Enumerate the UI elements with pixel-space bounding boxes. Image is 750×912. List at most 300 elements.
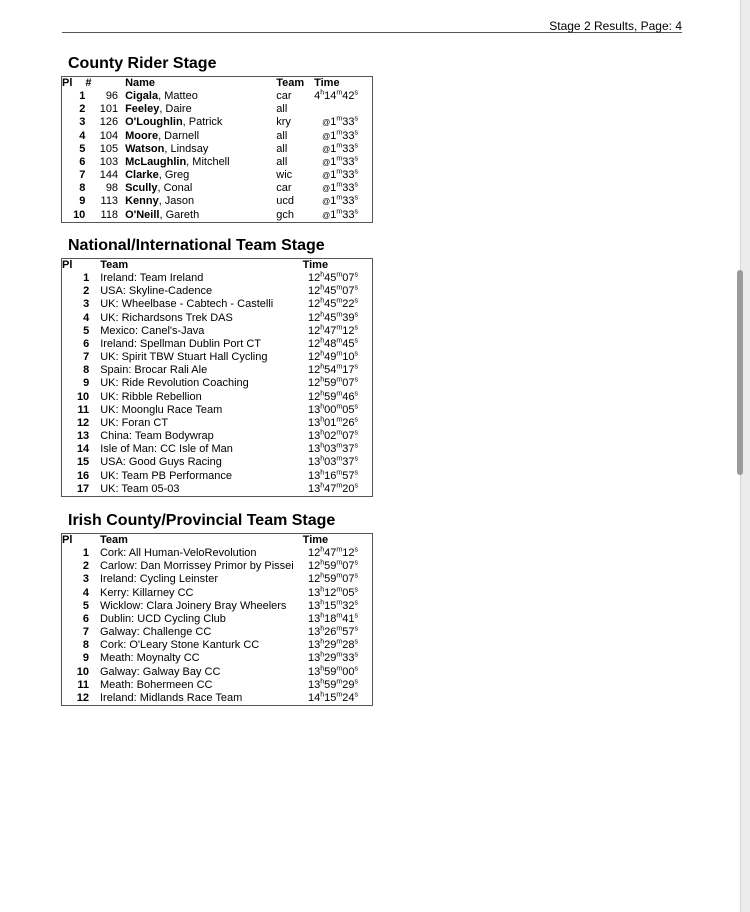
team-name: Ireland: Cycling Leinster [99,573,218,586]
rider-team: wic [276,169,293,182]
time-value [303,377,373,390]
time-value [303,456,373,469]
time-value [314,103,372,116]
time-seconds: 10 [342,351,355,364]
time-seconds: 26 [342,416,355,429]
rider-surname: O'Neill [125,208,160,221]
time-unit: m [336,429,343,437]
time-value [303,364,373,377]
rider-team: gch [276,208,295,221]
time-hours: 13 [308,599,321,612]
rider-name [118,182,276,195]
col-time: Time [314,77,340,89]
bib-number: 118 [100,208,119,221]
table-row [62,209,373,223]
time-minutes: 29 [324,652,337,665]
table-row [62,547,373,560]
national-team-stage-table [61,258,373,497]
time-value [303,470,373,483]
col-team: Team [99,534,128,546]
place: 6 [83,337,90,350]
place: 3 [82,573,89,586]
time-unit: m [336,572,343,580]
time-minutes: 03 [324,456,337,469]
bib-number: 96 [105,90,119,103]
time-value [303,298,373,311]
rider-firstname: , Darnell [158,129,200,142]
time-part: 33 [342,195,355,208]
time-unit: m [336,194,343,202]
time-unit: s [354,442,358,450]
time-unit: h [320,337,325,345]
time-unit: m [336,337,343,345]
time-minutes: 15 [324,599,337,612]
col-pl: Pl [62,534,73,546]
table-row [62,692,373,706]
time-value [314,130,372,143]
time-unit: h [320,664,325,672]
time-unit: h [320,271,325,279]
time-value [303,417,373,430]
time-minutes: 59 [324,573,337,586]
time-unit: s [354,612,358,620]
team-name: Cork: All Human-VeloRevolution [99,547,257,560]
time-minutes: 00 [324,403,337,416]
time-unit: h [320,284,325,292]
team-name: China: Team Bodywrap [100,430,214,443]
time-unit: h [320,376,325,384]
rider-firstname: , Patrick [182,116,223,129]
time-seconds: 37 [342,456,355,469]
rider-surname: Cigala [125,90,159,103]
place: 8 [83,364,90,377]
time-part: 33 [342,116,355,129]
time-seconds: 41 [342,612,355,625]
time-value [303,573,373,586]
rider-name [118,103,276,116]
rider-name [118,156,276,169]
time-unit: m [336,128,343,136]
time-seconds: 07 [342,377,355,390]
team-name: Meath: Moynalty CC [99,652,200,665]
time-unit: m [336,482,343,489]
time-unit: h [320,599,325,607]
time-unit: s [354,350,358,358]
table-row [62,182,373,195]
time-part: 33 [342,182,355,195]
team-name: USA: Skyline-Cadence [100,285,213,298]
time-seconds: 24 [342,691,355,704]
table-row [62,312,373,325]
page-label: Stage 2 Results, Page: 4 [549,19,682,33]
time-hours: 13 [308,652,321,665]
time-value [314,90,372,103]
page-header [62,18,682,33]
time-minutes: 59 [324,665,337,678]
time-seconds: 07 [342,272,355,285]
table-row [62,483,373,497]
time-part: 33 [342,155,355,168]
time-unit: m [336,389,343,397]
time-unit: h [320,324,325,332]
place: 6 [82,612,89,625]
time-unit: h [320,691,325,699]
time-seconds: 37 [342,443,355,456]
time-value [303,430,373,443]
rider-surname: Scully [125,182,158,195]
time-seconds: 12 [342,324,355,337]
time-unit: s [354,678,358,686]
col-num: # [85,77,92,89]
time-value [303,560,373,573]
bib-number: 104 [99,129,119,142]
time-unit: m [336,599,343,607]
time-unit: h [320,559,325,567]
time-seconds: 00 [342,665,355,678]
time-hours: 13 [308,456,321,469]
place: 9 [79,195,86,208]
time-value [314,143,372,156]
place: 3 [83,298,90,311]
table-row [62,600,373,613]
time-hours: 12 [308,573,321,586]
time-minutes: 45 [324,285,337,298]
time-hours: 13 [308,639,321,652]
time-part: 1 [330,116,337,129]
team-name: Wicklow: Clara Joinery Bray Wheelers [99,599,287,612]
place: 7 [82,626,89,639]
time-unit: m [336,691,343,699]
table-row [62,195,373,208]
time-part: 1 [330,195,337,208]
table-row [62,443,373,456]
time-unit: s [354,155,358,163]
team-name: Isle of Man: CC Isle of Man [100,443,233,456]
time-unit: m [336,297,343,305]
team-name: Ireland: Spellman Dublin Port CT [100,337,261,350]
time-value [303,679,373,692]
rider-name [118,195,276,208]
place: 11 [77,403,90,416]
place: 1 [79,90,86,103]
team-name: UK: Team 05-03 [100,482,180,495]
time-unit: s [354,468,358,476]
place: 12 [76,416,90,429]
bib-number: 144 [99,169,119,182]
table-row [62,560,373,573]
time-unit: s [354,115,358,123]
rider-team: kry [276,116,291,129]
time-part: 33 [342,142,355,155]
time-unit: h [320,350,325,358]
time-part: 33 [342,208,355,221]
place: 4 [79,129,86,142]
time-unit: h [320,455,325,463]
time-unit: m [336,455,343,463]
table-row [62,430,373,443]
time-part: 1 [330,155,337,168]
rider-name [118,90,276,103]
place: 6 [79,155,86,168]
rider-surname: O'Loughlin [125,116,183,129]
time-value [303,600,373,613]
place: 5 [83,324,90,337]
place: 4 [83,311,90,324]
place: 7 [83,351,90,364]
table-row [62,143,373,156]
time-value [303,338,373,351]
place: 2 [82,560,89,573]
time-hours: 13 [308,586,321,599]
time-value [303,351,373,364]
time-unit: h [320,429,325,437]
time-part: 1 [330,182,337,195]
table-row [62,679,373,692]
time-unit: m [336,416,343,424]
time-minutes: 59 [324,377,337,390]
place: 5 [79,142,86,155]
time-minutes: 16 [324,469,337,482]
time-unit: m [336,559,343,567]
time-unit: m [336,181,343,189]
col-name: Name [125,77,156,89]
time-unit: s [354,559,358,567]
team-name: Meath: Bohermeen CC [99,678,213,691]
table-row [62,338,373,351]
time-unit: s [354,376,358,384]
table-row [62,351,373,364]
time-value [303,626,373,639]
time-value [314,182,372,195]
time-seconds: 45 [342,337,355,350]
table-row [62,169,373,182]
time-hours: 13 [308,626,321,639]
rider-firstname: , Greg [158,169,190,182]
time-unit: m [336,638,343,646]
time-unit: s [354,572,358,580]
time-unit: s [354,89,358,97]
time-seconds: 17 [342,364,355,377]
table-row [62,156,373,169]
table-row [62,377,373,390]
time-value [314,156,372,169]
time-seconds: 05 [342,403,355,416]
time-unit: h [320,416,325,424]
table-row [62,325,373,338]
time-gap-prefix: @ [322,184,331,194]
time-seconds: 07 [342,285,355,298]
time-seconds: 57 [342,626,355,639]
col-pl: Pl [62,259,73,271]
time-unit: m [336,442,343,450]
time-value [303,639,373,652]
time-unit: h [320,442,325,450]
team-name: UK: Moonglu Race Team [100,403,223,416]
table-row [62,417,373,430]
time-unit: m [336,363,343,371]
time-gap-prefix: @ [322,131,331,141]
rider-surname: McLaughlin [125,155,187,168]
bib-number: 105 [99,142,119,155]
col-time: Time [302,259,329,271]
table-row [62,272,373,285]
time-hours: 13 [308,416,321,429]
time-part: 33 [342,129,355,142]
time-unit: m [336,324,343,332]
time-unit: s [354,271,358,279]
team-name: Kerry: Killarney CC [99,586,194,599]
rider-firstname: , Lindsay [164,142,209,155]
time-unit: h [320,678,325,686]
time-part: 1 [330,129,337,142]
team-name: Ireland: Team Ireland [100,272,204,285]
time-unit: s [354,546,358,554]
place: 9 [82,652,89,665]
time-unit: s [354,416,358,424]
time-value [314,169,372,182]
bib-number: 101 [99,103,119,116]
time-unit: s [354,403,358,411]
time-minutes: 47 [324,482,337,495]
time-part: 1 [330,142,337,155]
rider-surname: Clarke [125,169,159,182]
table-header-row [62,77,373,91]
rider-team: all [276,129,288,142]
time-unit: s [354,194,358,202]
time-seconds: 05 [342,586,355,599]
time-unit: m [336,207,343,215]
time-seconds: 33 [342,652,355,665]
time-hours: 12 [308,377,321,390]
time-minutes: 02 [324,430,337,443]
time-hours: 13 [308,678,321,691]
time-seconds: 29 [342,678,355,691]
time-value [303,587,373,600]
time-minutes: 45 [324,272,337,285]
time-unit: h [320,612,325,620]
time-minutes: 01 [324,416,337,429]
time-unit: m [336,89,343,97]
time-unit: m [336,376,343,384]
time-seconds: 57 [342,469,355,482]
time-value [303,312,373,325]
time-value [303,613,373,626]
team-name: Galway: Challenge CC [99,626,212,639]
time-hours: 12 [308,560,321,573]
time-hours: 12 [308,337,321,350]
place: 13 [76,430,90,443]
time-minutes: 29 [324,639,337,652]
time-unit: s [354,297,358,305]
time-unit: s [354,455,358,463]
place: 17 [76,482,90,495]
time-hours: 12 [308,285,321,298]
time-unit: h [320,572,325,580]
time-unit: s [354,337,358,345]
col-time: Time [302,534,329,546]
table-header-row [62,259,373,273]
time-unit: s [354,585,358,593]
bib-number: 103 [99,155,119,168]
time-seconds: 46 [342,390,355,403]
time-seconds: 07 [342,573,355,586]
time-unit: s [354,664,358,672]
county-team-stage-title: Irish County/Provincial Team Stage [68,512,336,529]
time-minutes: 12 [324,586,337,599]
time-hours: 13 [308,403,321,416]
table-row [62,364,373,377]
place: 7 [79,169,86,182]
place: 8 [79,182,86,195]
team-name: UK: Spirit TBW Stuart Hall Cycling [100,351,268,364]
place: 5 [82,599,89,612]
team-name: Galway: Galway Bay CC [99,665,221,678]
bib-number: 98 [105,182,119,195]
time-part: 1 [330,169,337,182]
time-minutes: 47 [324,547,337,560]
place: 14 [76,443,90,456]
time-hours: 12 [308,390,321,403]
time-value [303,404,373,417]
table-row [62,285,373,298]
rider-surname: Moore [125,129,159,142]
rider-surname: Kenny [125,195,159,208]
time-unit: m [336,271,343,279]
time-part: 14 [324,90,337,103]
rider-name [118,130,276,143]
time-seconds: 28 [342,639,355,652]
time-seconds: 20 [342,482,355,495]
rider-surname: Watson [125,142,165,155]
time-minutes: 48 [324,337,337,350]
time-unit: h [320,89,325,97]
time-unit: m [336,284,343,292]
place: 4 [82,586,89,599]
time-seconds: 22 [342,298,355,311]
time-seconds: 39 [342,311,355,324]
time-hours: 12 [308,351,321,364]
time-unit: h [320,638,325,646]
team-name: Ireland: Midlands Race Team [99,691,243,704]
table-row [62,103,373,116]
time-unit: s [354,207,358,215]
vertical-scrollbar[interactable] [737,270,743,475]
national-team-stage-title: National/International Team Stage [68,237,325,254]
time-value [303,272,373,285]
rider-team: car [276,182,292,195]
place: 15 [76,456,90,469]
time-unit: m [336,142,343,150]
time-gap-prefix: @ [322,118,331,128]
time-unit: m [336,625,343,633]
rider-team: all [276,103,288,116]
table-row [62,587,373,600]
team-name: Dublin: UCD Cycling Club [99,612,226,625]
place: 1 [82,547,89,560]
time-unit: h [320,468,325,476]
time-value [303,547,373,560]
time-value [303,325,373,338]
time-value [303,692,373,706]
time-unit: m [336,678,343,686]
time-unit: h [320,310,325,318]
rider-firstname: , Matteo [158,90,198,103]
rider-team: all [276,155,288,168]
time-value [314,116,372,129]
time-hours: 13 [308,430,321,443]
time-unit: m [336,168,343,176]
time-hours: 14 [308,691,321,704]
